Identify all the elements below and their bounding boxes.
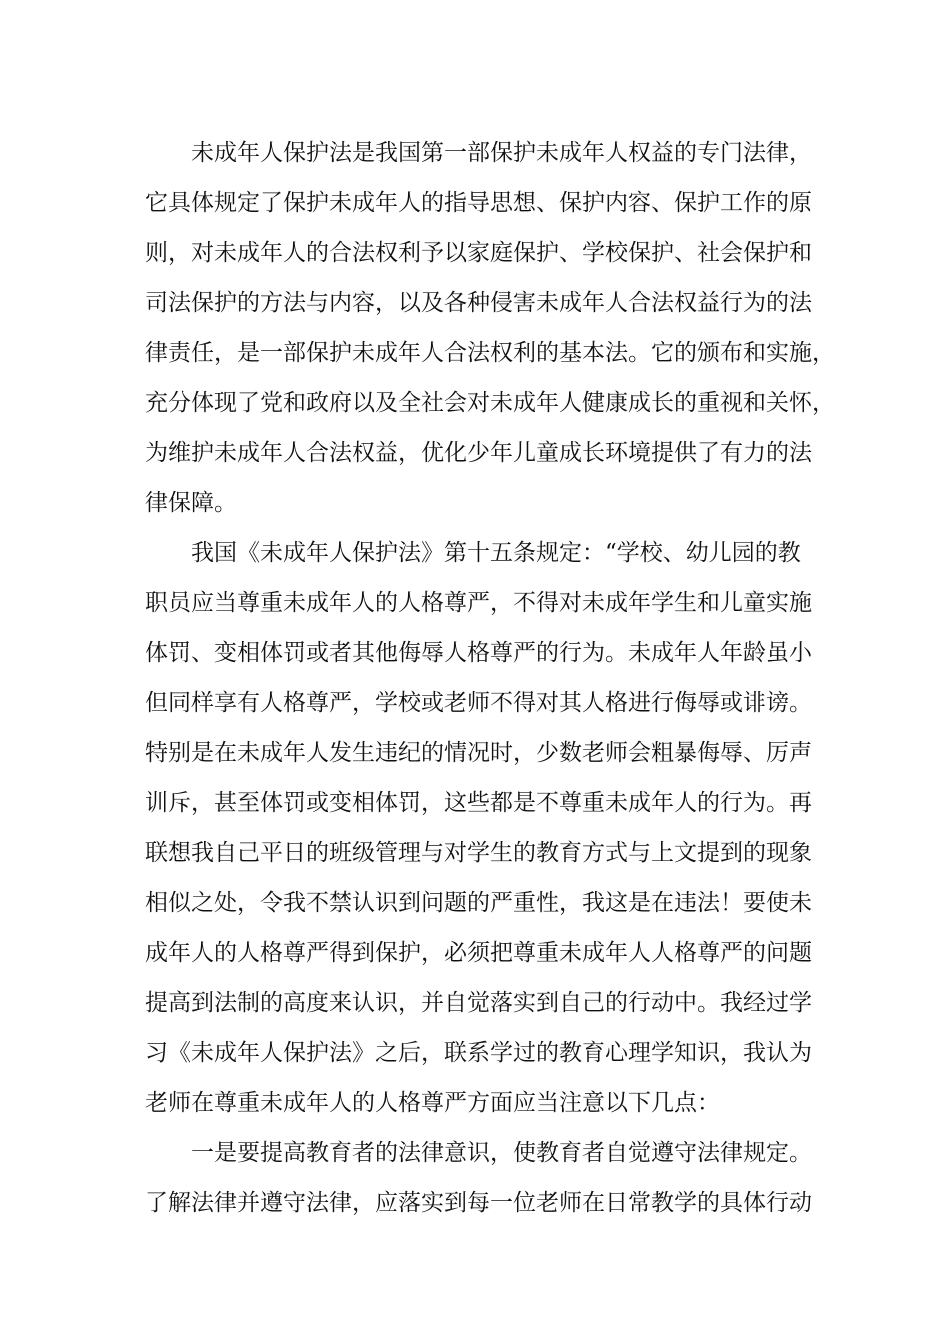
text-line: 则，对未成年人的合法权利予以家庭保护、学校保护、社会保护和 (145, 240, 812, 266)
text-line: 了解法律并遵守法律，应落实到每一位老师在日常教学的具体行动 (145, 1190, 812, 1216)
text-line: 职员应当尊重未成年人的人格尊严，不得对未成年学生和儿童实施 (145, 590, 812, 616)
text-line: 成年人的人格尊严得到保护，必须把尊重未成年人人格尊严的问题 (145, 940, 812, 966)
text-line: 相似之处，令我不禁认识到问题的严重性，我这是在违法！要使未 (145, 890, 812, 916)
text-line: 特别是在未成年人发生违纪的情况时，少数老师会粗暴侮辱、厉声 (145, 740, 812, 766)
text-line: 联想我自己平日的班级管理与对学生的教育方式与上文提到的现象 (145, 840, 812, 866)
text-line: 老师在尊重未成年人的人格尊严方面应当注意以下几点： (145, 1090, 720, 1116)
text-line: 提高到法制的高度来认识，并自觉落实到自己的行动中。我经过学 (145, 990, 812, 1016)
text-line: 律保障。 (145, 490, 237, 516)
text-line: 我国《未成年人保护法》第十五条规定：“学校、幼儿园的教 (191, 540, 801, 566)
text-line: 未成年人保护法是我国第一部保护未成年人权益的专门法律， (191, 140, 812, 166)
text-line: 为维护未成年人合法权益，优化少年儿童成长环境提供了有力的法 (145, 440, 812, 466)
text-line: 习《未成年人保护法》之后，联系学过的教育心理学知识，我认为 (145, 1040, 812, 1066)
text-line: 体罚、变相体罚或者其他侮辱人格尊严的行为。未成年人年龄虽小 (145, 640, 812, 666)
paragraph-1 (145, 128, 835, 528)
text-line: 司法保护的方法与内容，以及各种侵害未成年人合法权益行为的法 (145, 290, 812, 316)
text-line: 律责任，是一部保护未成年人合法权利的基本法。它的颁布和实施， (145, 340, 835, 366)
document-body (145, 128, 835, 1228)
text-line: 充分体现了党和政府以及全社会对未成年人健康成长的重视和关怀， (145, 390, 835, 416)
text-line: 一是要提高教育者的法律意识，使教育者自觉遵守法律规定。 (191, 1140, 812, 1166)
text-line: 它具体规定了保护未成年人的指导思想、保护内容、保护工作的原 (145, 190, 812, 216)
text-line: 训斥，甚至体罚或变相体罚，这些都是不尊重未成年人的行为。再 (145, 790, 812, 816)
text-line: 但同样享有人格尊严，学校或老师不得对其人格进行侮辱或诽谤。 (145, 690, 812, 716)
paragraph-2 (145, 528, 810, 1128)
paragraph-3 (145, 1128, 810, 1228)
